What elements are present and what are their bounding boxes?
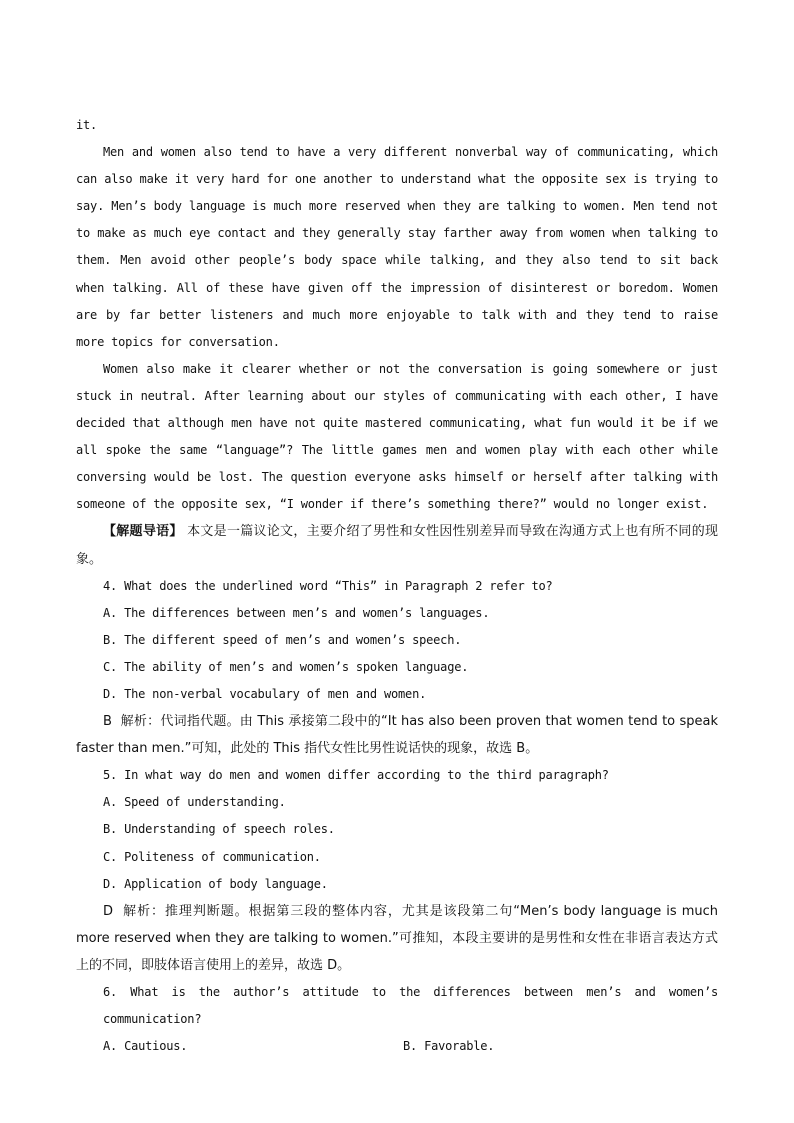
question-5-explanation: 解析：推理判断题。根据第三段的整体内容，尤其是该段第二句“Men’s body language is much more reserved when they are talking to women.”可推知，本段主要讲的是男性和女性在非语言表达方式上的不同，即肢体语言使用上的差异，故选 D。: [76, 903, 718, 973]
passage-paragraph-4: Women also make it clearer whether or not the conversation is going somewhere or just stuck in neutral. After learning about our styles of communicating with each other, I have decided that although men have not quite mastered communicating, what fun would it be if we all spoke the same “language”? The little games men and women play with each other while conversing would be lost. The question everyone asks himself or herself after talking with someone of the opposite sex, “I wonder if there’s something there?” would no longer exist.: [76, 361, 718, 512]
question-4-option-a: A. The differences between men’s and women’s languages.: [103, 605, 490, 620]
solution-guide: [76, 518, 718, 572]
passage-fragment: it.: [76, 118, 98, 132]
question-4-answer: [76, 708, 718, 762]
question-5-stem: 5. In what way do men and women differ according to the third paragraph?: [103, 768, 609, 783]
question-4-option-c: C. The ability of men’s and women’s spoken language.: [103, 659, 469, 674]
document-page: [76, 112, 718, 1060]
solution-guide-text: 本文是一篇议论文，主要介绍了男性和女性因性别差异而导致在沟通方式上也有所不同的现象。: [76, 524, 718, 567]
question-4-stem: 4. What does the underlined word “This” in Paragraph 2 refer to?: [103, 578, 553, 593]
question-6-option-b: B. Favorable.: [403, 1039, 495, 1054]
question-5-option-c: C. Politeness of communication.: [103, 849, 321, 864]
question-4-option-b: B. The different speed of men’s and women’s speech.: [103, 632, 462, 647]
question-5-option-d: D. Application of body language.: [103, 876, 328, 891]
question-4-option-d: D. The non-verbal vocabulary of men and women.: [103, 686, 427, 701]
question-5-answer: [76, 898, 718, 979]
question-6-stem: 6. What is the author’s attitude to the differences between men’s and women’s communication?: [103, 985, 718, 1027]
question-6-option-a: A. Cautious.: [103, 1039, 188, 1054]
question-5-option-a: A. Speed of understanding.: [103, 795, 286, 810]
question-6-options: [76, 1033, 718, 1060]
question-5-answer-letter: D: [103, 903, 114, 919]
question-4-answer-letter: B: [103, 714, 112, 730]
passage-paragraph-3: Men and women also tend to have a very different nonverbal way of communicating, which can also make it very hard for one another to understand what the opposite sex is trying to say. Men’s body language is much more reserved when they are talking to women. Men tend not to make as much eye contact and they generally stay farther away from women when talking to them. Men avoid other people’s body space while talking, and they also tend to sit back when talking. All of these have given off the impression of disinterest or boredom. Women are by far better listeners and much more enjoyable to talk with and they tend to raise more topics for conversation.: [76, 145, 718, 349]
question-4-explanation: 解析：代词指代题。由 This 承接第二段中的“It has also been proven that women tend to speak faster than men.”可知，此处的 This 指代女性比男性说话快的现象，故选 B。: [76, 714, 719, 757]
question-5-option-b: B. Understanding of speech roles.: [103, 822, 335, 837]
solution-guide-label: 【解题导语】: [103, 524, 183, 540]
